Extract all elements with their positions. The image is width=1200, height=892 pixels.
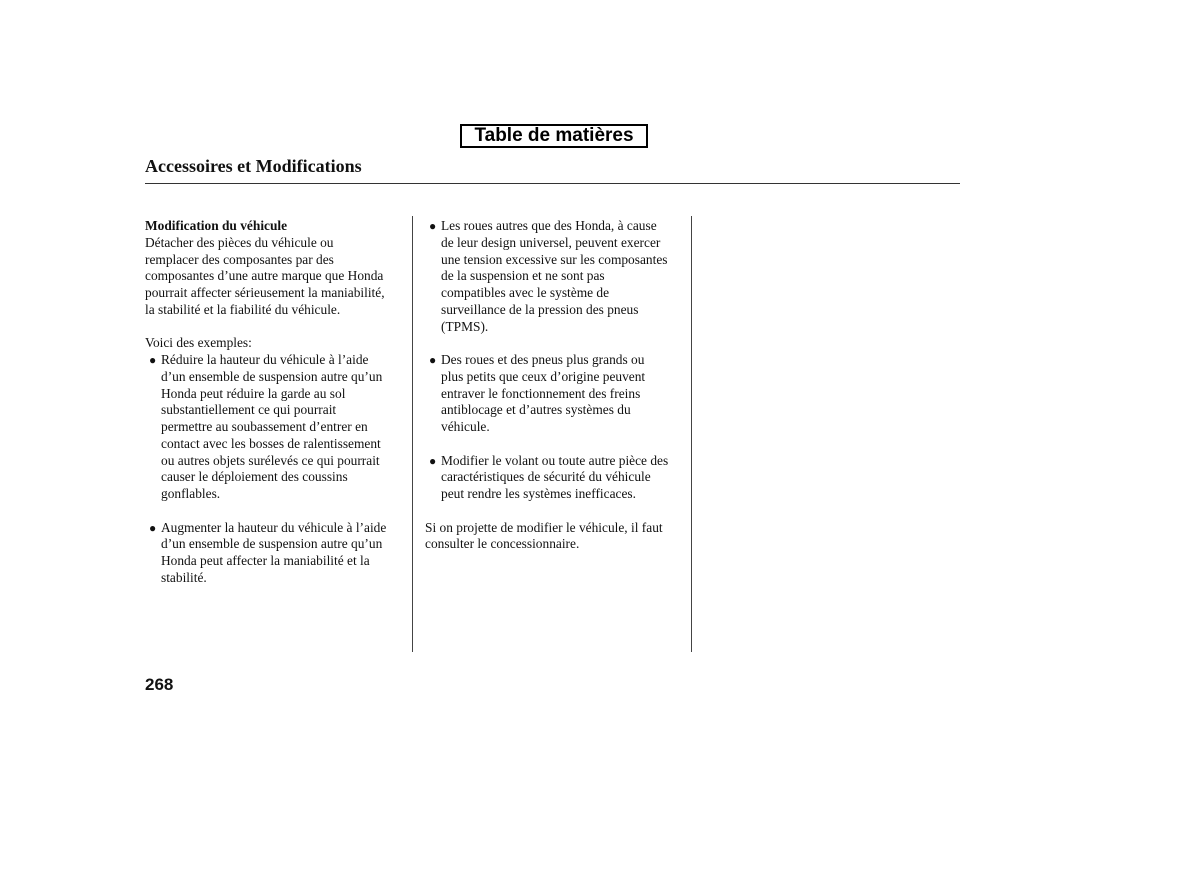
bullet-item (425, 453, 685, 503)
text-line: substantiellement ce qui pourrait (161, 402, 337, 418)
bullet-icon: ● (149, 520, 157, 535)
intro-paragraph (145, 235, 405, 319)
text-line: surveillance de la pression des pneus (441, 301, 639, 317)
middle-column (425, 218, 685, 553)
page-number: 268 (145, 675, 174, 694)
text-line: antiblocage et d’autres systèmes du (441, 402, 631, 418)
text-line: peut rendre les systèmes inefficaces. (441, 486, 636, 501)
text-line: causer le déploiement des coussins (161, 469, 348, 485)
table-of-contents-button[interactable]: Table de matières (460, 124, 648, 148)
spacer (425, 503, 685, 520)
text-line: de leur design universel, peuvent exercer (441, 234, 661, 250)
text-line: composantes d’une autre marque que Honda (145, 268, 384, 284)
text-line: permettre au soubassement d’entrer en (161, 419, 368, 434)
text-line: Réduire la hauteur du véhicule à l’aide (161, 352, 369, 367)
text-line: de la suspension et ne sont pas (441, 268, 605, 284)
text-line: une tension excessive sur les composantes (441, 251, 668, 267)
text-line: gonflables. (161, 486, 221, 501)
bullet-icon: ● (149, 353, 157, 367)
section-title: Accessoires et Modifications (145, 156, 362, 176)
text-line: Des roues et des pneus plus grands ou (441, 352, 645, 367)
text-line: Les roues autres que des Honda, à cause (441, 218, 657, 233)
title-rule (145, 183, 960, 184)
text-line: entraver le fonctionnement des freins (441, 385, 641, 401)
examples-label: Voici des exemples: (145, 335, 252, 351)
text-line: Honda peut affecter la maniabilité et la (161, 553, 370, 568)
text-line: (TPMS). (441, 318, 489, 334)
text-line: d’un ensemble de suspension autre qu’un (161, 368, 383, 384)
text-line: véhicule. (441, 419, 490, 434)
text-line: Détacher des pièces du véhicule ou (145, 234, 334, 250)
bullet-icon: ● (429, 353, 437, 367)
bullet-icon: ● (429, 219, 437, 233)
text-line: stabilité. (161, 569, 207, 585)
text-line: d’un ensemble de suspension autre qu’un (161, 536, 383, 552)
text-line: contact avec les bosses de ralentissement (161, 435, 381, 451)
spacer (425, 436, 685, 453)
text-line: remplacer des composantes par des (145, 251, 334, 267)
bullet-item (145, 352, 405, 503)
bullet-item (425, 352, 685, 436)
text-line: pourrait affecter sérieusement la maniabilité, (145, 285, 385, 300)
bullet-item (145, 520, 405, 587)
spacer (145, 503, 405, 520)
text-line: Si on projette de modifier le véhicule, il faut (425, 519, 663, 535)
text-line: Augmenter la hauteur du véhicule à l’aide (161, 519, 387, 535)
spacer (425, 335, 685, 352)
subsection-heading: Modification du véhicule (145, 218, 288, 233)
text-line: compatibles avec le système de (441, 285, 610, 300)
text-line: plus petits que ceux d’origine peuvent (441, 368, 646, 384)
text-line: Honda peut réduire la garde au sol (161, 385, 346, 401)
text-line: caractéristiques de sécurité du véhicule (441, 469, 651, 485)
closing-paragraph (425, 520, 685, 554)
text-line: la stabilité et la fiabilité du véhicule. (145, 301, 341, 317)
bullet-item (425, 218, 685, 335)
column-divider-right (691, 216, 692, 652)
spacer (145, 319, 405, 336)
text-line: ou autres objets surélevés ce qui pourrait (161, 452, 380, 468)
text-line: consulter le concessionnaire. (425, 536, 580, 552)
text-line: Modifier le volant ou toute autre pièce des (441, 452, 669, 468)
column-divider-left (412, 216, 413, 652)
bullet-icon: ● (429, 453, 437, 468)
left-column (145, 218, 405, 587)
